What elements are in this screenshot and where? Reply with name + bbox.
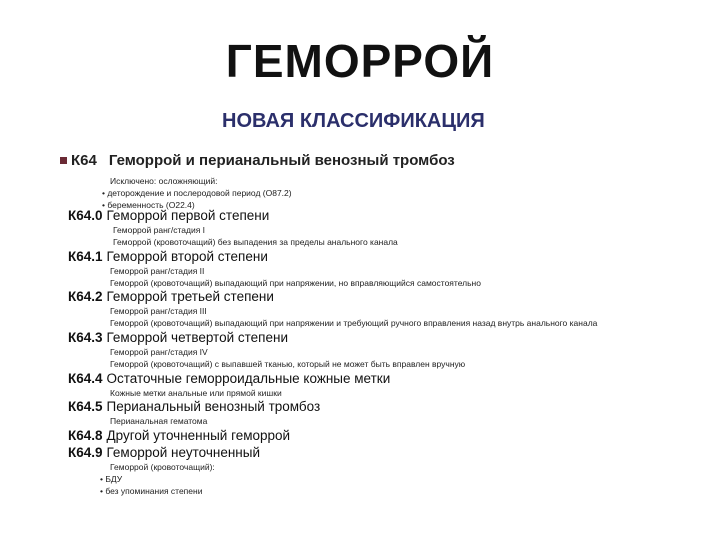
code-note: Геморрой ранг/стадия IV bbox=[110, 347, 208, 357]
page-title: ГЕМОРРОЙ bbox=[225, 35, 495, 87]
code-note: Геморрой (кровоточащий): bbox=[110, 462, 215, 472]
code-number: К64.2 bbox=[68, 289, 103, 304]
code-k64-4 bbox=[68, 371, 390, 386]
page-subtitle: НОВАЯ КЛАССИФИКАЦИЯ bbox=[222, 110, 485, 132]
code-note: • без упоминания степени bbox=[100, 486, 203, 496]
excludes-item: • деторождение и послеродовой период (O87.2) bbox=[102, 188, 292, 198]
square-bullet-icon bbox=[60, 157, 67, 164]
code-k64-2 bbox=[68, 289, 274, 304]
code-label: Геморрой четвертой степени bbox=[106, 330, 288, 345]
code-number: К64.4 bbox=[68, 371, 103, 386]
code-k64-0 bbox=[68, 208, 269, 223]
main-label: Геморрой и перианальный венозный тромбоз bbox=[108, 152, 455, 169]
code-k64-3 bbox=[68, 330, 288, 345]
code-note: Перианальная гематома bbox=[110, 416, 208, 426]
code-number: К64.1 bbox=[68, 249, 103, 264]
code-note: Геморрой (кровоточащий) с выпавшей тканью, который не может быть вправлен вручную bbox=[110, 359, 466, 369]
main-category bbox=[60, 152, 455, 169]
code-number: К64.9 bbox=[68, 445, 103, 460]
code-label: Геморрой третьей степени bbox=[106, 289, 274, 304]
code-k64-1 bbox=[68, 249, 268, 264]
code-note: • БДУ bbox=[100, 474, 123, 484]
excludes-item: • беременность (O22.4) bbox=[102, 200, 195, 210]
code-number: К64.8 bbox=[68, 428, 103, 443]
code-note: Кожные метки анальные или прямой кишки bbox=[110, 388, 282, 398]
code-k64-9 bbox=[68, 445, 260, 460]
code-note: Геморрой (кровоточащий) выпадающий при напряжении, но вправляющийся самостоятельно bbox=[110, 278, 481, 288]
code-label: Другой уточненный геморрой bbox=[106, 428, 291, 443]
code-k64-8 bbox=[68, 428, 290, 443]
code-k64-5 bbox=[68, 399, 320, 414]
code-label: Остаточные геморроидальные кожные метки bbox=[106, 371, 391, 386]
excludes-note: Исключено: осложняющий: bbox=[110, 176, 218, 186]
code-label: Перианальный венозный тромбоз bbox=[106, 399, 321, 414]
code-number: К64.5 bbox=[68, 399, 103, 414]
code-label: Геморрой первой степени bbox=[106, 208, 270, 223]
code-note: Геморрой ранг/стадия I bbox=[113, 225, 206, 235]
code-note: Геморрой (кровоточащий) без выпадения за пределы анального канала bbox=[113, 237, 398, 247]
code-number: К64.3 bbox=[68, 330, 103, 345]
code-note: Геморрой ранг/стадия III bbox=[110, 306, 207, 316]
code-note: Геморрой ранг/стадия II bbox=[110, 266, 205, 276]
code-number: К64.0 bbox=[68, 208, 103, 223]
code-label: Геморрой второй степени bbox=[106, 249, 268, 264]
main-code: К64 bbox=[71, 152, 97, 169]
code-label: Геморрой неуточненный bbox=[106, 445, 260, 460]
code-note: Геморрой (кровоточащий) выпадающий при напряжении и требующий ручного вправления назад внутрь анального канала bbox=[110, 318, 598, 328]
